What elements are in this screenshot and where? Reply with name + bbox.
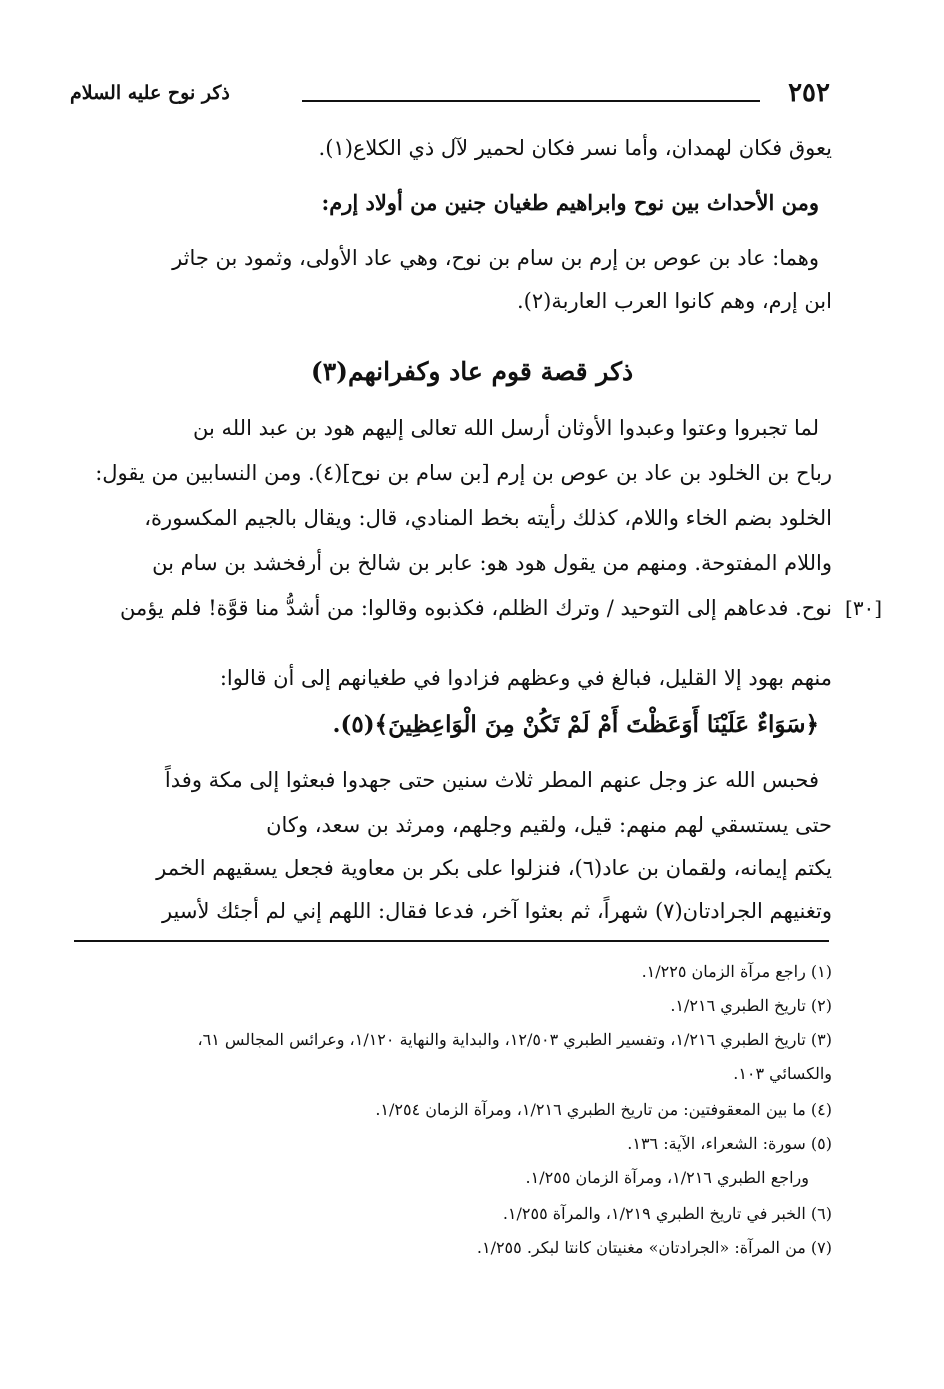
body-line: حتى يستسقي لهم منهم: قيل، ولقيم وجلهم، ومرثد بن سعد، وكان	[266, 813, 832, 837]
footnote-5: (٥) سورة: الشعراء، الآية: ١٣٦.	[627, 1134, 832, 1153]
section-subheading: ومن الأحداث بين نوح وابراهيم طغيان جنين من أولاد إرم:	[321, 190, 819, 215]
body-line: يكتم إيمانه، ولقمان بن عاد(٦)، فنزلوا على بكر بن معاوية فجعل يسقيهم الخمر	[156, 856, 832, 880]
footnote-3-continued: والكسائي ١٠٣.	[733, 1064, 832, 1083]
footnote-5-continued: وراجع الطبري ١/٢١٦، ومرآة الزمان ١/٢٥٥.	[525, 1168, 809, 1187]
body-line: منهم بهود إلا القليل، فبالغ في وعظهم فزادوا في طغيانهم إلى أن قالوا:	[219, 666, 832, 690]
body-line: وهما: عاد بن عوص بن إرم بن سام بن نوح، وهي عاد الأولى، وثمود بن جاثر	[172, 246, 819, 270]
footnote-3: (٣) تاريخ الطبري ١/٢١٦، وتفسير الطبري ١٢/٥٠٣، والبداية والنهاية ١/١٢٠، وعرائس المجالس ٦١،	[197, 1030, 832, 1049]
body-line: واللام المفتوحة. ومنهم من يقول هود هو: عابر بن شالخ بن أرفخشد بن سام بن	[152, 551, 832, 575]
footnote-rule	[74, 940, 829, 942]
body-line: الخلود بضم الخاء واللام، كذلك رأيته بخط المنادي، قال: ويقال بالجيم المكسورة،	[144, 506, 832, 530]
body-line: يعوق فكان لهمدان، وأما نسر فكان لحمير لآل ذي الكلاع(١).	[318, 136, 832, 160]
footnote-6: (٦) الخبر في تاريخ الطبري ١/٢١٩، والمرآة ١/٢٥٥.	[502, 1204, 832, 1223]
header-rule	[302, 100, 760, 102]
body-line: لما تجبروا وعتوا وعبدوا الأوثان أرسل الله تعالى إليهم هود بن عبد الله بن	[192, 416, 819, 440]
quran-verse: ﴿سَوَاءٌ عَلَيْنَا أَوَعَظْتَ أَمْ لَمْ تَكُنْ مِنَ الْوَاعِظِينَ﴾(٥).	[332, 711, 819, 738]
body-line: ابن إرم، وهم كانوا العرب العاربة(٢).	[517, 289, 832, 313]
footnote-7: (٧) من المرآة: «الجرادتان» مغنيتان كانتا لبكر. ١/٢٥٥.	[476, 1238, 832, 1257]
footnote-4: (٤) ما بين المعقوفتين: من تاريخ الطبري ١/٢١٦، ومرآة الزمان ١/٢٥٤.	[375, 1100, 832, 1119]
footnote-1: (١) راجع مرآة الزمان ١/٢٢٥.	[641, 962, 832, 981]
body-line: وتغنيهم الجرادتان(٧) شهراً، ثم بعثوا آخر، فدعا فقال: اللهم إني لم أجئك لأسير	[161, 899, 832, 923]
body-line: نوح. فدعاهم إلى التوحيد / وترك الظلم، فكذبوه وقالوا: من أشدُّ منا قوَّة! فلم يؤمن	[119, 596, 832, 620]
running-header	[70, 78, 830, 118]
chapter-heading: ذكر قصة قوم عاد وكفرانهم(٣)	[310, 357, 634, 386]
body-line: فحبس الله عز وجل عنهم المطر ثلاث سنين حتى جهدوا فبعثوا إلى مكة وفداً	[164, 768, 819, 792]
page-number: ٢٥٢	[788, 78, 830, 108]
manuscript-folio-marker: [٣٠]	[845, 596, 883, 620]
body-line: رباح بن الخلود بن عاد بن عوص بن إرم [بن سام بن نوح](٤). ومن النسابين من يقول:	[95, 461, 832, 485]
footnote-2: (٢) تاريخ الطبري ١/٢١٦.	[670, 996, 832, 1015]
running-title: ذكر نوح عليه السلام	[70, 82, 230, 104]
